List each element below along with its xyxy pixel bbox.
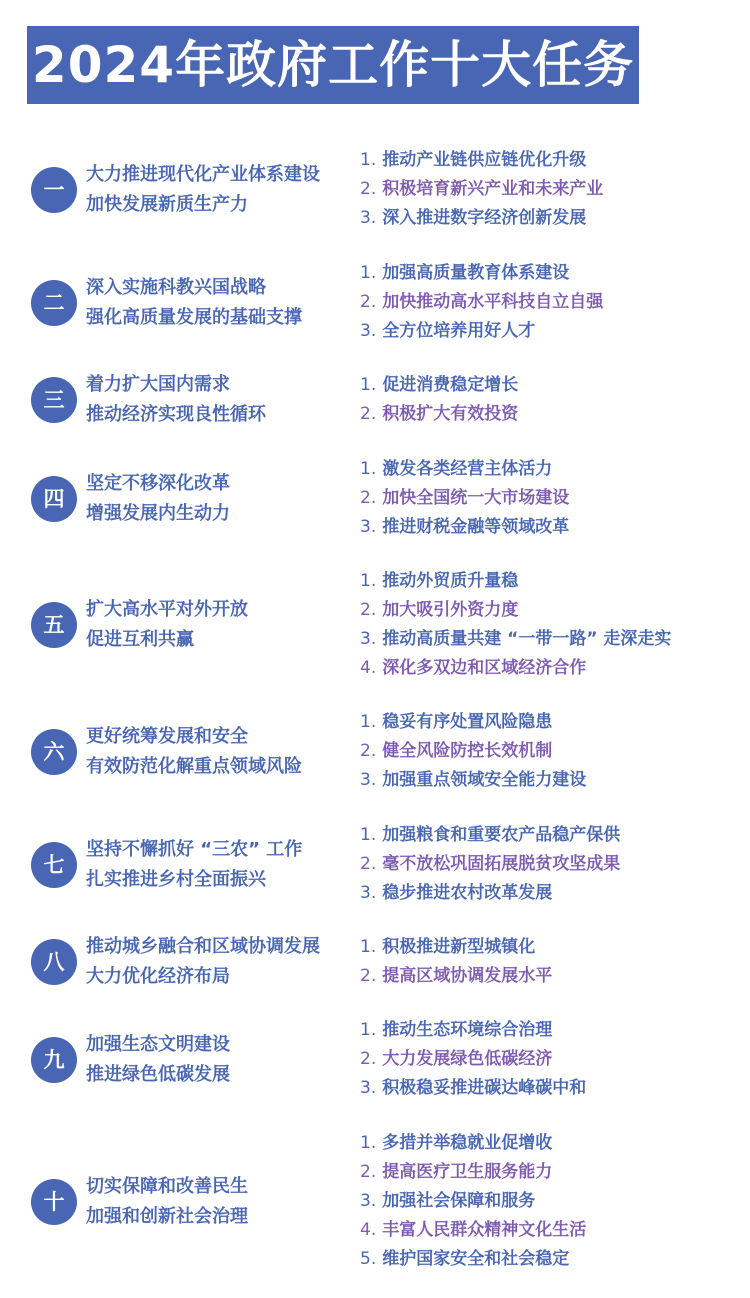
- list-item: [360, 1245, 586, 1274]
- list-item: [360, 766, 586, 795]
- list-item: [360, 146, 603, 175]
- task-theme: [86, 835, 302, 895]
- list-item-text: 积极培育新兴产业和未来产业: [382, 179, 604, 199]
- list-item-text: 稳妥有序处置风险隐患: [382, 712, 553, 732]
- task-number-badge: 四: [31, 476, 77, 522]
- list-item-text: 积极扩大有效投资: [382, 404, 519, 424]
- list-item-index: 1.: [360, 150, 377, 170]
- list-item-index: 2.: [360, 488, 377, 508]
- list-item-index: 2.: [360, 1162, 377, 1182]
- list-item-text: 加快全国统一大市场建设: [382, 488, 570, 508]
- task-theme-line: 深入实施科教兴国战略: [86, 276, 266, 298]
- list-item: [360, 1158, 586, 1187]
- list-item-index: 3.: [360, 321, 377, 341]
- list-item-text: 加强社会保障和服务: [382, 1191, 536, 1211]
- task-theme: [86, 595, 248, 655]
- task-theme-line: 切实保障和改善民生: [86, 1175, 248, 1197]
- list-item: [360, 1129, 586, 1158]
- list-item-text: 全方位培养用好人才: [382, 321, 536, 341]
- list-item-index: 2.: [360, 179, 377, 199]
- list-item-index: 1.: [360, 263, 377, 283]
- list-item: [360, 1187, 586, 1216]
- task-sub-items: [360, 371, 518, 429]
- task-theme-line: 有效防范化解重点领域风险: [86, 755, 302, 777]
- task-theme-line: 扩大高水平对外开放: [86, 599, 248, 620]
- list-item: [360, 259, 603, 288]
- list-item-text: 多措并举稳就业促增收: [382, 1133, 553, 1153]
- list-item: [360, 1216, 586, 1245]
- list-item: [360, 317, 603, 346]
- list-item: [360, 879, 620, 908]
- list-item-text: 维护国家安全和社会稳定: [382, 1249, 570, 1269]
- task-theme: [86, 1172, 248, 1232]
- list-item-index: 3.: [360, 770, 377, 790]
- list-item-text: 健全风险防控长效机制: [382, 741, 553, 761]
- list-item-text: 加快推动高水平科技自立自强: [382, 292, 604, 312]
- list-item-text: 加强粮食和重要农产品稳产保供: [382, 825, 621, 845]
- task-theme: [86, 273, 302, 333]
- list-item-text: 加强高质量教育体系建设: [382, 263, 570, 283]
- list-item-index: 3.: [360, 1078, 377, 1098]
- task-theme: [86, 160, 320, 220]
- task-theme-line: 加快发展新质生产力: [86, 193, 248, 215]
- task-theme-line: 推动经济实现良性循环: [86, 404, 266, 425]
- task-theme-line: 着力扩大国内需求: [86, 374, 230, 395]
- list-item-index: 1.: [360, 1020, 377, 1040]
- list-item-index: 5.: [360, 1249, 377, 1269]
- task-theme-line: 加强和创新社会治理: [86, 1205, 248, 1227]
- task-theme: [86, 370, 266, 430]
- list-item-index: 1.: [360, 712, 377, 732]
- list-item-text: 加大吸引外资力度: [382, 600, 519, 620]
- task-number-badge: 一: [31, 167, 77, 213]
- list-item-index: 2.: [360, 600, 377, 620]
- task-sub-items: [360, 146, 603, 233]
- list-item-index: 2.: [360, 854, 377, 874]
- list-item-index: 1.: [360, 937, 377, 957]
- list-item: [360, 455, 569, 484]
- list-item-index: 3.: [360, 629, 377, 649]
- task-number-badge: 五: [31, 602, 77, 648]
- list-item-index: 1.: [360, 459, 377, 479]
- list-item: [360, 850, 620, 879]
- list-item: [360, 175, 603, 204]
- task-number-badge: 三: [31, 377, 77, 423]
- task-number-badge: 九: [31, 1037, 77, 1083]
- task-theme: [86, 1030, 230, 1090]
- list-item-text: 推进财税金融等领域改革: [382, 517, 570, 537]
- task-sub-items: [360, 933, 552, 991]
- list-item-index: 3.: [360, 883, 377, 903]
- task-sub-items: [360, 259, 603, 346]
- list-item-text: 积极稳妥推进碳达峰碳中和: [382, 1078, 587, 1098]
- task-sub-items: [360, 821, 620, 908]
- list-item-index: 1.: [360, 1133, 377, 1153]
- list-item: [360, 737, 586, 766]
- task-sub-items: [360, 1016, 586, 1103]
- list-item-index: 2.: [360, 404, 377, 424]
- task-theme: [86, 469, 230, 529]
- list-item-text: 推动外贸质升量稳: [382, 571, 519, 591]
- list-item-text: 推动产业链供应链优化升级: [382, 150, 587, 170]
- list-item-text: 提高区域协调发展水平: [382, 966, 553, 986]
- task-number-badge: 七: [31, 842, 77, 888]
- list-item: [360, 625, 671, 654]
- list-item-index: 1.: [360, 825, 377, 845]
- task-theme-line: 坚定不移深化改革: [86, 472, 230, 494]
- task-number-badge: 十: [31, 1179, 77, 1225]
- task-theme-line: 推进绿色低碳发展: [86, 1063, 230, 1085]
- list-item: [360, 1016, 586, 1045]
- list-item-text: 大力发展绿色低碳经济: [382, 1049, 553, 1069]
- list-item-index: 4.: [360, 1220, 377, 1240]
- list-item-index: 1.: [360, 571, 377, 591]
- task-number-badge: 六: [31, 729, 77, 775]
- list-item: [360, 654, 671, 683]
- list-item: [360, 567, 671, 596]
- task-theme-line: 促进互利共赢: [86, 629, 194, 650]
- task-theme-line: 扎实推进乡村全面振兴: [86, 868, 266, 890]
- list-item: [360, 288, 603, 317]
- task-theme-line: 更好统筹发展和安全: [86, 725, 248, 747]
- task-sub-items: [360, 708, 586, 795]
- list-item-index: 2.: [360, 966, 377, 986]
- list-item: [360, 1074, 586, 1103]
- task-number-badge: 二: [31, 280, 77, 326]
- list-item-text: 加强重点领域安全能力建设: [382, 770, 587, 790]
- list-item-text: 积极推进新型城镇化: [382, 937, 536, 957]
- list-item-index: 2.: [360, 292, 377, 312]
- list-item: [360, 1045, 586, 1074]
- list-item: [360, 962, 552, 991]
- task-theme-line: 推动城乡融合和区域协调发展: [86, 936, 320, 957]
- list-item-text: 毫不放松巩固拓展脱贫攻坚成果: [382, 854, 621, 874]
- task-sub-items: [360, 567, 671, 683]
- list-item: [360, 484, 569, 513]
- task-theme: [86, 722, 302, 782]
- task-number-badge: 八: [31, 939, 77, 985]
- list-item: [360, 821, 620, 850]
- task-theme-line: 大力推进现代化产业体系建设: [86, 163, 320, 185]
- list-item-text: 深入推进数字经济创新发展: [382, 208, 587, 228]
- task-sub-items: [360, 455, 569, 542]
- list-item-index: 3.: [360, 1191, 377, 1211]
- list-item-text: 促进消费稳定增长: [382, 375, 519, 395]
- task-theme-line: 大力优化经济布局: [86, 966, 230, 987]
- task-sub-items: [360, 1129, 586, 1274]
- list-item-text: 稳步推进农村改革发展: [382, 883, 553, 903]
- task-theme-line: 强化高质量发展的基础支撑: [86, 306, 302, 328]
- list-item-text: 深化多双边和区域经济合作: [382, 658, 587, 678]
- task-theme-line: 增强发展内生动力: [86, 502, 230, 524]
- list-item-text: 激发各类经营主体活力: [382, 459, 553, 479]
- list-item: [360, 371, 518, 400]
- list-item: [360, 400, 518, 429]
- list-item-text: 丰富人民群众精神文化生活: [382, 1220, 587, 1240]
- list-item: [360, 204, 603, 233]
- list-item-index: 2.: [360, 741, 377, 761]
- page-title: 2024年政府工作十大任务: [27, 26, 639, 104]
- list-item-text: 提高医疗卫生服务能力: [382, 1162, 553, 1182]
- list-item-text: 推动生态环境综合治理: [382, 1020, 553, 1040]
- list-item: [360, 708, 586, 737]
- list-item-index: 3.: [360, 517, 377, 537]
- list-item-index: 3.: [360, 208, 377, 228]
- task-theme-line: 加强生态文明建设: [86, 1033, 230, 1055]
- list-item: [360, 513, 569, 542]
- list-item-index: 1.: [360, 375, 377, 395]
- list-item: [360, 933, 552, 962]
- list-item-index: 4.: [360, 658, 377, 678]
- task-theme: [86, 932, 320, 992]
- list-item: [360, 596, 671, 625]
- list-item-text: 推动高质量共建 “一带一路” 走深走实: [382, 629, 672, 649]
- task-theme-line: 坚持不懈抓好 “三农” 工作: [86, 838, 303, 860]
- list-item-index: 2.: [360, 1049, 377, 1069]
